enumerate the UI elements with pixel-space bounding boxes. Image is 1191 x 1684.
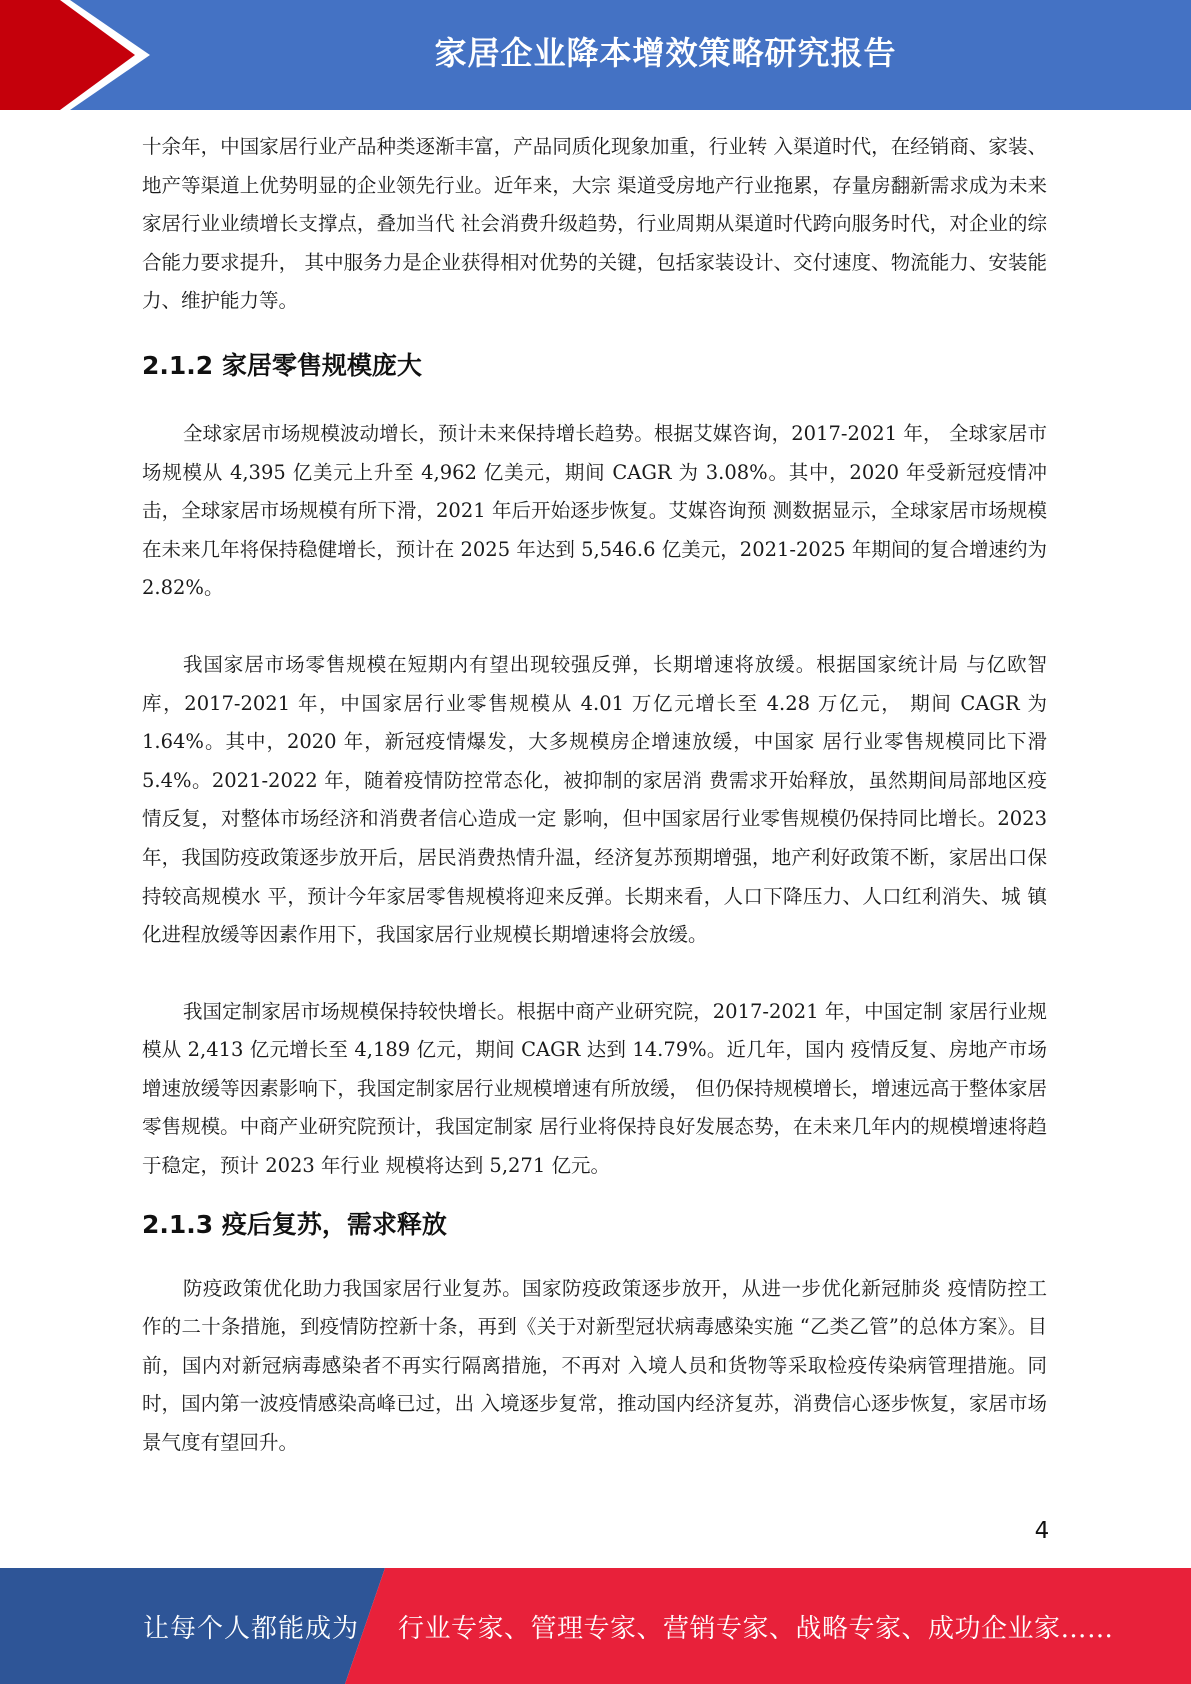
- spacer: [142, 321, 1047, 347]
- paragraph-custom-furniture: 我国定制家居市场规模保持较快增长。根据中商产业研究院，2017-2021 年，中国定制 家居行业规模从 2,413 亿元增长至 4,189 亿元，期间 CAGR 达到 14.79%。近几年，国内 疫情反复、房地产市场增速放缓等因素影响下，我国定制家居行业规模增速有所放缓， 但仍保持规模增长，增速远高于整体家居零售规模。中商产业研究院预计，我国定制家 居行业将保持良好发展态势，在未来几年内的规模增速将趋于稳定，预计 2023 年行业 规模将达到 5,271 亿元。: [142, 999, 1047, 1178]
- paragraph-intro: 十余年，中国家居行业产品种类逐渐丰富，产品同质化现象加重，行业转 入渠道时代，在经销商、家装、地产等渠道上优势明显的企业领先行业。近年来，大宗 渠道受房地产行业拖累，存量房翻新需求成为未来家居行业业绩增长支撑点，叠加当代 社会消费升级趋势，行业周期从渠道时代跨向服务时代，对企业的综合能力要求提升， 其中服务力是企业获得相对优势的关键，包括家装设计、交付速度、物流能力、安装能 力、维护能力等。: [142, 135, 1047, 313]
- paragraph-global-market: 全球家居市场规模波动增长，预计未来保持增长趋势。根据艾媒咨询，2017-2021 年， 全球家居市场规模从 4,395 亿美元上升至 4,962 亿美元，期间 CAGR 为 3.08%。其中，2020 年受新冠疫情冲击，全球家居市场规模有所下滑，2021 年后开始逐步恢复。艾媒咨询预 测数据显示，全球家居市场规模在未来几年将保持稳健增长，预计在 2025 年达到 5,546.6 亿美元，2021-2025 年期间的复合增速约为 2.82%。: [142, 421, 1047, 600]
- page-header: [0, 0, 1191, 110]
- spacer: [142, 955, 1047, 993]
- document-body: [142, 128, 1047, 1463]
- page-footer: [0, 1568, 1191, 1684]
- footer-slogan-right: 行业专家、管理专家、营销专家、战略专家、成功企业家……: [398, 1614, 1114, 1644]
- section-heading-2-1-3: 2.1.3 疫后复苏，需求释放: [142, 1209, 447, 1239]
- report-title: 家居企业降本增效策略研究报告: [434, 34, 897, 72]
- spacer: [142, 1244, 1047, 1270]
- page-number: 4: [1034, 1518, 1050, 1544]
- spacer: [142, 385, 1047, 415]
- paragraph-recovery: 防疫政策优化助力我国家居行业复苏。国家防疫政策逐步放开，从进一步优化新冠肺炎 疫情防控工作的二十条措施，到疫情防控新十条，再到《关于对新型冠状病毒感染实施 “乙类乙管”的总体方案》。目前，国内对新冠病毒感染者不再实行隔离措施，不再对 入境人员和货物等采取检疫传染病管理措施。同时，国内第一波疫情感染高峰已过，出 入境逐步复常，推动国内经济复苏，消费信心逐步恢复，家居市场景气度有望回升。: [142, 1276, 1047, 1455]
- footer-slogan-left: 让每个人都能成为: [143, 1614, 360, 1644]
- red-chevron-graphic: [0, 0, 160, 110]
- spacer: [142, 608, 1047, 646]
- section-heading-2-1-2: 2.1.2 家居零售规模庞大: [142, 350, 422, 380]
- spacer: [142, 1186, 1047, 1206]
- paragraph-china-retail: 我国家居市场零售规模在短期内有望出现较强反弹，长期增速将放缓。根据国家统计局 与亿欧智库，2017-2021 年，中国家居行业零售规模从 4.01 万亿元增长至 4.28 万亿元， 期间 CAGR 为 1.64%。其中，2020 年，新冠疫情爆发，大多规模房企增速放缓，中国家 居行业零售规模同比下滑 5.4%。2021-2022 年，随着疫情防控常态化，被抑制的家居消 费需求开始释放，虽然期间局部地区疫情反复，对整体市场经济和消费者信心造成一定 影响，但中国家居行业零售规模仍保持同比增长。2023 年，我国防疫政策逐步放开后，居民消费热情升温，经济复苏预期增强，地产利好政策不断，家居出口保持较高规模水 平，预计今年家居零售规模将迎来反弹。长期来看，人口下降压力、人口红利消失、城 镇化进程放缓等因素作用下，我国家居行业规模长期增速将会放缓。: [142, 652, 1047, 947]
